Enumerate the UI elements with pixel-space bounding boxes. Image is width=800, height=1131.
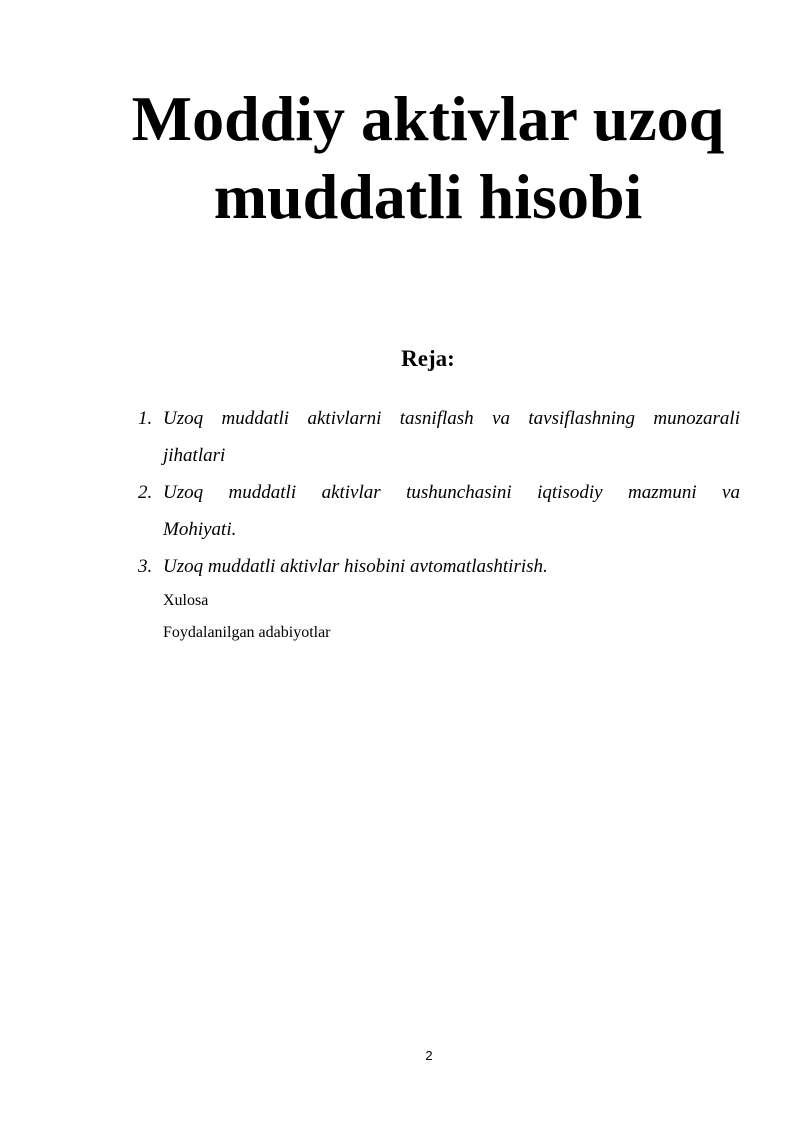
plan-item-text-continued: jihatlari [163,445,226,466]
plan-item-text-continued: Mohiyati. [163,519,237,540]
plan-item-number: 2. [138,482,153,503]
plan-item-text: Uzoq muddatli aktivlarni tasniflash va tavsiflashning munozarali [163,408,740,429]
plan-item-1 [130,400,740,474]
plan-item-number: 1. [138,408,153,429]
document-title: Moddiy aktivlar uzoq muddatli hisobi [131,83,725,232]
plan-item-2 [130,474,740,548]
plan-item-text: Uzoq muddatli aktivlar hisobini avtomatlashtirish. [163,556,548,577]
plan-heading: Reja: [401,346,455,371]
conclusion-item: Xulosa [163,592,209,609]
plan-item-text: Uzoq muddatli aktivlar tushunchasini iqtisodiy mazmuni va [163,482,740,503]
plan-item-3 [130,548,740,585]
page-number: 2 [425,1048,433,1063]
plan-item-number: 3. [138,556,153,577]
references-item: Foydalanilgan adabiyotlar [163,624,331,641]
plan-list [130,400,740,649]
